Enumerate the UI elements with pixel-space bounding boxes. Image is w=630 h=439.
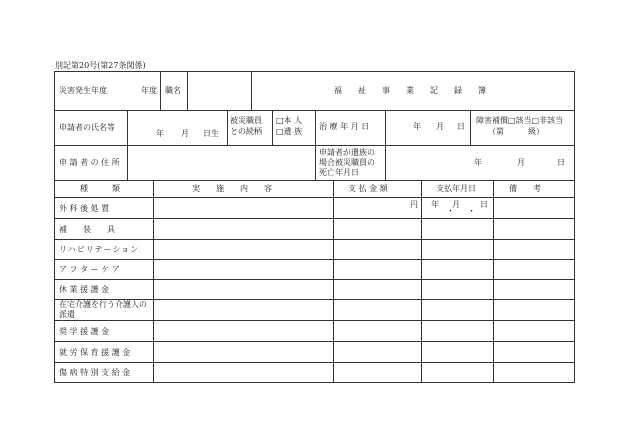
cure-date-day: 日 (457, 122, 465, 131)
row-label-rehabilitation: リハビリテーション (59, 245, 140, 254)
row-label-home-care: 在宅介護を行う介護人の派遣 (59, 300, 147, 319)
cure-date-month: 月 (436, 122, 444, 131)
applicant-name-label: 申請者の氏名等 (59, 123, 115, 132)
pay-date-day: 日 (480, 200, 488, 209)
disaster-year-label: 災害発生年度 (59, 86, 107, 95)
col-header-remarks: 備 考 (509, 184, 541, 193)
death-date-label-3: 死亡年月日 (319, 168, 359, 177)
record-title: 福 祉 事 業 記 録 簿 (334, 86, 490, 95)
birth-month: 月 (181, 129, 189, 138)
relation-option-survivor[interactable]: □遺 族 (276, 127, 303, 136)
col-header-pay-date: 支払年月日 (436, 184, 476, 193)
relation-label-2: との続柄 (230, 127, 262, 136)
row-label-prosthetics: 補 装 具 (59, 225, 115, 234)
col-header-content: 実 施 内 容 (192, 184, 272, 193)
relation-option-self[interactable]: □本 人 (276, 116, 303, 125)
relation-label-1: 被災職員 (230, 116, 262, 125)
disability-grade: （第 級） (488, 127, 544, 136)
col-header-amount: 支 払 金 額 (348, 184, 388, 193)
amount-yen-unit: 円 (410, 200, 418, 209)
birth-year: 年 (156, 129, 164, 138)
pay-date-year: 年 (431, 200, 439, 209)
death-date-day: 日 (557, 158, 565, 167)
form-number-title: 別記第20号(第27条関係) (55, 61, 146, 70)
death-date-month: 月 (517, 158, 525, 167)
pay-date-month: 月 (452, 200, 460, 209)
death-date-year: 年 (474, 158, 482, 167)
pay-date-dot-1: ・ (446, 207, 456, 217)
row-label-leave-assistance: 休 業 援 護 金 (59, 285, 110, 294)
header-frame (54, 71, 575, 111)
row-label-surgical-aftercare: 外 科 後 処 置 (59, 204, 110, 213)
benefit-table (54, 180, 575, 383)
death-date-label-2: 場合被災職員の (319, 158, 375, 167)
cure-date-year: 年 (413, 122, 421, 131)
job-name-label: 職名 (165, 86, 181, 95)
cure-date-label: 治 療 年 月 日 (319, 122, 370, 131)
disability-label: 障害補償□該当□非該当 (476, 116, 564, 125)
pay-date-dot-2: ・ (467, 207, 477, 217)
birth-day: 日生 (203, 129, 219, 138)
row-label-special-payment: 傷 病 特 別 支 給 金 (59, 368, 131, 377)
row-label-aftercare: ア フ タ ー ケ ア (59, 265, 120, 274)
death-date-label-1: 申請者が遺族の (319, 148, 375, 157)
applicant-address-label: 申 請 者 の 住 所 (59, 158, 120, 167)
col-header-type: 種 類 (80, 184, 120, 193)
row-label-scholarship: 奨 学 援 護 金 (59, 327, 110, 336)
year-suffix: 年度 (141, 86, 157, 95)
row-label-childcare: 就 労 保 育 援 護 金 (59, 348, 131, 357)
